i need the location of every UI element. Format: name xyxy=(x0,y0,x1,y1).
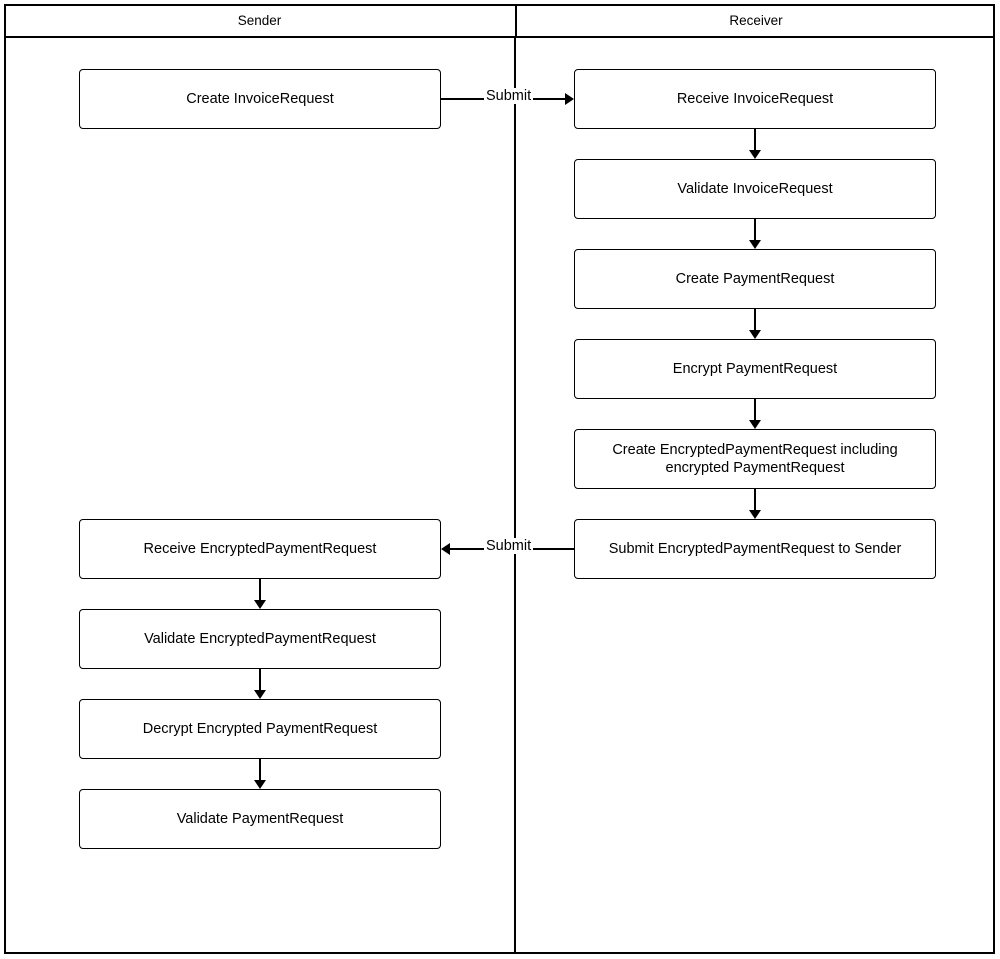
node-receive-invoicerequest[interactable]: Receive InvoiceRequest xyxy=(574,69,936,129)
edge-receiveencrypted-to-validate-arrowhead xyxy=(254,600,266,609)
node-create-invoicerequest[interactable]: Create InvoiceRequest xyxy=(79,69,441,129)
lane-divider xyxy=(514,38,516,954)
edge-decrypt-to-validatepayment-line xyxy=(259,759,261,780)
edge-receive-to-validate-line xyxy=(754,129,756,150)
edge-createencrypted-to-submit-arrowhead xyxy=(749,510,761,519)
edge-decrypt-to-validatepayment-arrowhead xyxy=(254,780,266,789)
edge-validate-to-create-line xyxy=(754,219,756,240)
node-validate-encryptedpaymentrequest[interactable]: Validate EncryptedPaymentRequest xyxy=(79,609,441,669)
node-receive-encryptedpaymentrequest[interactable]: Receive EncryptedPaymentRequest xyxy=(79,519,441,579)
node-validate-paymentrequest[interactable]: Validate PaymentRequest xyxy=(79,789,441,849)
edge-submit-encryptedpaymentrequest-arrowhead xyxy=(441,543,450,555)
edge-validateencrypted-to-decrypt-arrowhead xyxy=(254,690,266,699)
node-create-encryptedpaymentrequest[interactable]: Create EncryptedPaymentRequest including encrypted PaymentRequest xyxy=(574,429,936,489)
node-submit-encryptedpaymentrequest-to-sender[interactable]: Submit EncryptedPaymentRequest to Sender xyxy=(574,519,936,579)
node-create-paymentrequest[interactable]: Create PaymentRequest xyxy=(574,249,936,309)
edge-encrypt-to-createencrypted-arrowhead xyxy=(749,420,761,429)
lane-header-sender: Sender xyxy=(4,4,515,38)
edge-label-submit-encryptedpaymentrequest: Submit xyxy=(486,538,532,554)
edge-validateencrypted-to-decrypt-line xyxy=(259,669,261,690)
edge-create-to-encrypt-arrowhead xyxy=(749,330,761,339)
node-decrypt-encrypted-paymentrequest[interactable]: Decrypt Encrypted PaymentRequest xyxy=(79,699,441,759)
edge-validate-to-create-arrowhead xyxy=(749,240,761,249)
edge-createencrypted-to-submit-line xyxy=(754,489,756,510)
edge-receiveencrypted-to-validate-line xyxy=(259,579,261,600)
lane-header-receiver: Receiver xyxy=(515,4,995,38)
edge-encrypt-to-createencrypted-line xyxy=(754,399,756,420)
edge-submit-invoicerequest-arrowhead xyxy=(565,93,574,105)
node-validate-invoicerequest[interactable]: Validate InvoiceRequest xyxy=(574,159,936,219)
node-encrypt-paymentrequest[interactable]: Encrypt PaymentRequest xyxy=(574,339,936,399)
edge-label-submit-invoicerequest: Submit xyxy=(486,88,532,104)
edge-create-to-encrypt-line xyxy=(754,309,756,330)
edge-receive-to-validate-arrowhead xyxy=(749,150,761,159)
